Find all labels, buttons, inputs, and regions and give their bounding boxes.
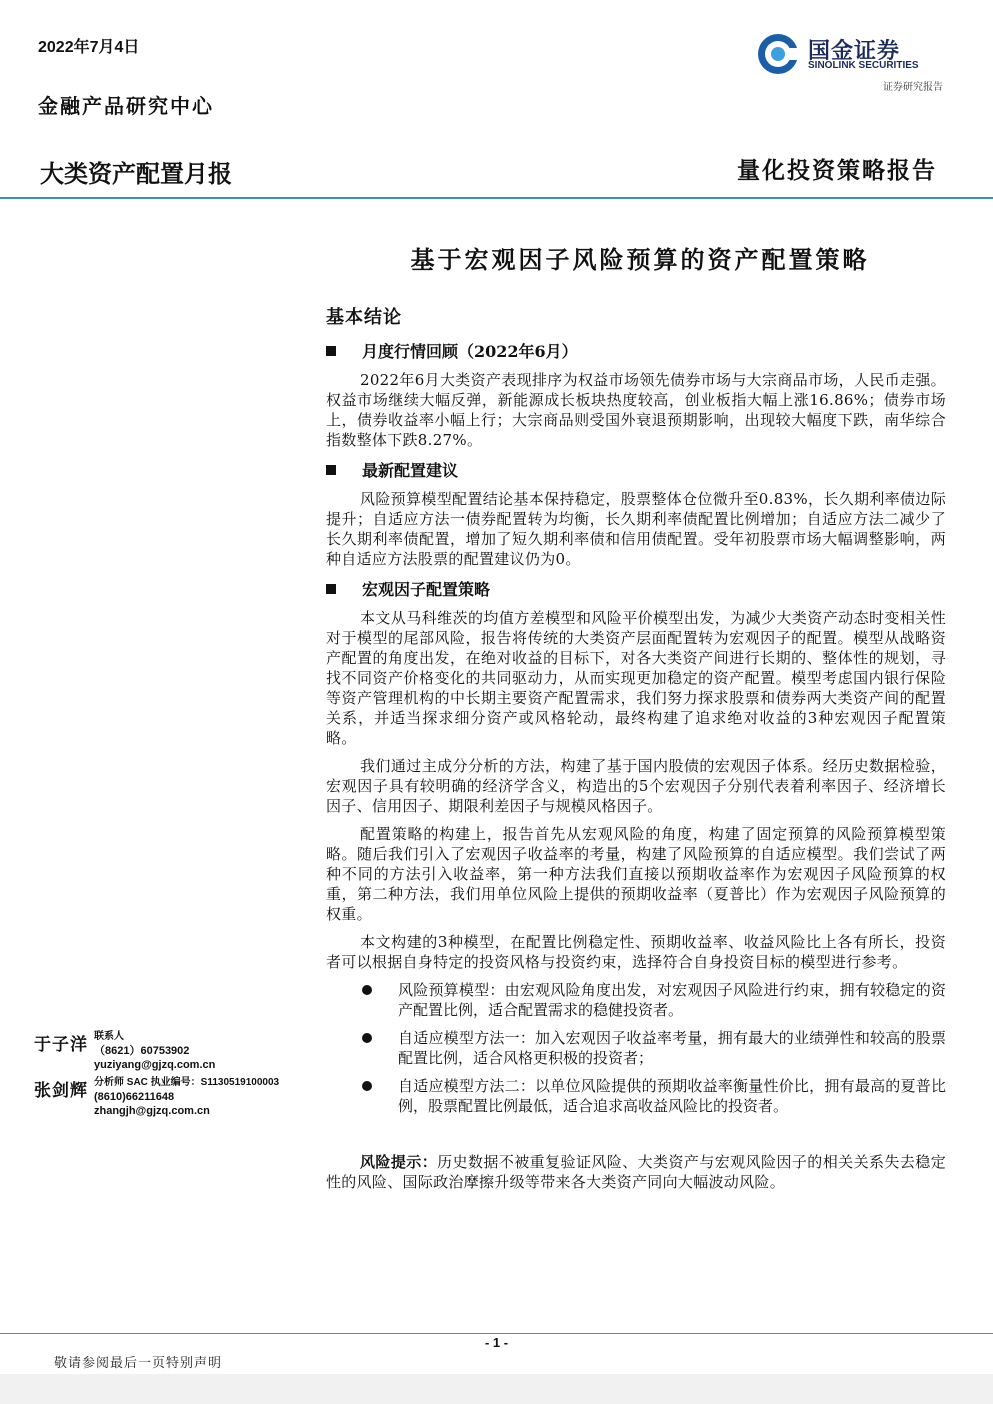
page-number: - 1 - — [484, 1335, 509, 1350]
author-phone: (8610)66211648 — [94, 1091, 175, 1103]
main-content — [326, 303, 946, 1200]
dot-bullet-icon — [362, 1081, 372, 1091]
section-market-review — [326, 339, 946, 450]
company-logo — [756, 32, 946, 78]
author-entry — [34, 1030, 314, 1072]
footer-disclaimer: 敬请参阅最后一页特别声明 — [54, 1356, 223, 1371]
risk-label: 风险提示： — [360, 1153, 438, 1171]
document-title: 基于宏观因子风险预算的资产配置策略 — [410, 245, 870, 274]
list-item-text: 风险预算模型：由宏观风险角度出发，对宏观因子风险进行约束，拥有较稳定的资产配置比例，适合配置需求的稳健投资者。 — [398, 981, 946, 1019]
heading-text: 最新配置建议 — [362, 461, 459, 480]
list-item-text: 自适应模型方法二：以单位风险提供的预期收益率衡量性价比，拥有最高的夏普比例，股票配置比例最低，适合追求高收益风险比的投资者。 — [398, 1077, 946, 1115]
paragraph: 配置策略的构建上，报告首先从宏观风险的角度，构建了固定预算的风险预算模型策略。随后我们引入了宏观因子收益率的考量，构建了风险预算的自适应模型。我们尝试了两种不同的方法引入收益率，第一种方法我们直接以预期收益率作为宏观因子风险预算的权重，第二种方法，我们用单位风险上提供的预期收益率（夏普比）作为宏观因子风险预算的权重。 — [326, 825, 946, 923]
section-heading — [326, 577, 946, 600]
list-item — [326, 980, 946, 1020]
logo-subtitle: 证券研究报告 — [883, 82, 943, 93]
author-info — [94, 1030, 215, 1072]
dot-bullet-icon — [362, 1033, 372, 1043]
dot-bullet-icon — [362, 985, 372, 995]
author-info — [94, 1076, 279, 1118]
list-item — [326, 1028, 946, 1068]
logo-mark-icon — [756, 32, 800, 76]
square-bullet-icon — [326, 346, 336, 356]
authors-panel — [34, 1030, 314, 1122]
heading-text: 月度行情回顾（2022年6月） — [362, 342, 578, 361]
risk-text: 历史数据不被重复验证风险、大类资产与宏观风险因子的相关关系失去稳定性的风险、国际政治摩擦升级等带来各大类资产同向大幅波动风险。 — [326, 1153, 946, 1191]
author-name: 张剑辉 — [34, 1081, 88, 1101]
footer-divider — [0, 1333, 993, 1334]
list-item-text: 自适应模型方法一：加入宏观因子收益率考量，拥有最大的业绩弹性和较高的股票配置比例，适合风格更积极的投资者； — [398, 1029, 946, 1067]
paragraph: 本文构建的3种模型，在配置比例稳定性、预期收益率、收益风险比上各有所长，投资者可以根据自身特定的投资风格与投资约束，选择符合自身投资目标的模型进行参考。 — [326, 933, 946, 971]
model-list — [326, 980, 946, 1116]
section-heading — [326, 339, 946, 362]
square-bullet-icon — [326, 584, 336, 594]
research-center: 金融产品研究中心 — [38, 94, 214, 118]
report-type: 量化投资策略报告 — [737, 157, 937, 184]
section-title: 基本结论 — [326, 307, 402, 328]
list-item — [326, 1076, 946, 1116]
heading-text: 宏观因子配置策略 — [362, 580, 491, 599]
author-entry — [34, 1076, 314, 1118]
author-email[interactable]: yuziyang@gjzq.com.cn — [94, 1059, 216, 1071]
logo-text-cn: 国金证券 — [808, 38, 901, 63]
section-heading — [326, 458, 946, 481]
bottom-band — [0, 1374, 993, 1404]
paragraph: 我们通过主成分分析的方法，构建了基于国内股债的宏观因子体系。经历史数据检验，宏观因子具有较明确的经济学含义，构造出的5个宏观因子分别代表着利率因子、经济增长因子、信用因子、期限利差因子与规模风格因子。 — [326, 757, 946, 815]
author-phone: （8621）60753902 — [94, 1045, 190, 1057]
report-series: 大类资产配置月报 — [40, 161, 232, 188]
report-date: 2022年7月4日 — [38, 39, 140, 56]
paragraph: 本文从马科维茨的均值方差模型和风险平价模型出发，为减少大类资产动态时变相关性对于模型的尾部风险，报告将传统的大类资产层面配置转为宏观因子的配置。模型从战略资产配置的角度出发，在绝对收益的目标下，对各大类资产间进行长期的、整体性的规划，寻找不同资产价格变化的共同驱动力，从而实现更加稳定的资产配置。模型考虑国内银行保险等资产管理机构的中长期主要资产配置需求，我们努力探求股票和债券两大类资产间的配置关系，并适当探求细分资产或风格轮动，最终构建了追求绝对收益的3种宏观因子配置策略。 — [326, 609, 946, 747]
logo-text-en: SINOLINK SECURITIES — [808, 60, 919, 71]
section-macro-strategy — [326, 577, 946, 972]
square-bullet-icon — [326, 465, 336, 475]
paragraph: 风险预算模型配置结论基本保持稳定，股票整体仓位微升至0.83%，长久期利率债边际提升；自适应方法一债券配置转为均衡，长久期利率债配置比例增加；自适应方法二减少了长久期利率债配置，增加了短久期利率债和信用债配置。受年初股票市场大幅调整影响，两种自适应方法股票的配置建议仍为0。 — [326, 490, 946, 568]
author-role: 分析师 SAC 执业编号：S1130519100003 — [94, 1077, 280, 1088]
paragraph: 2022年6月大类资产表现排序为权益市场领先债券市场与大宗商品市场，人民币走强。权益市场继续大幅反弹，新能源成长板块热度较高，创业板指大幅上涨16.86%；债券市场上，债券收益率小幅上行；大宗商品则受国外衰退预期影响，出现较大幅度下跌，南华综合指数整体下跌8.27%。 — [326, 371, 946, 449]
author-email[interactable]: zhangjh@gjzq.com.cn — [94, 1105, 210, 1117]
risk-warning — [326, 1152, 946, 1192]
section-allocation-advice — [326, 458, 946, 569]
author-name: 于子洋 — [34, 1035, 88, 1055]
author-role: 联系人 — [94, 1031, 124, 1042]
header-divider — [0, 197, 993, 199]
